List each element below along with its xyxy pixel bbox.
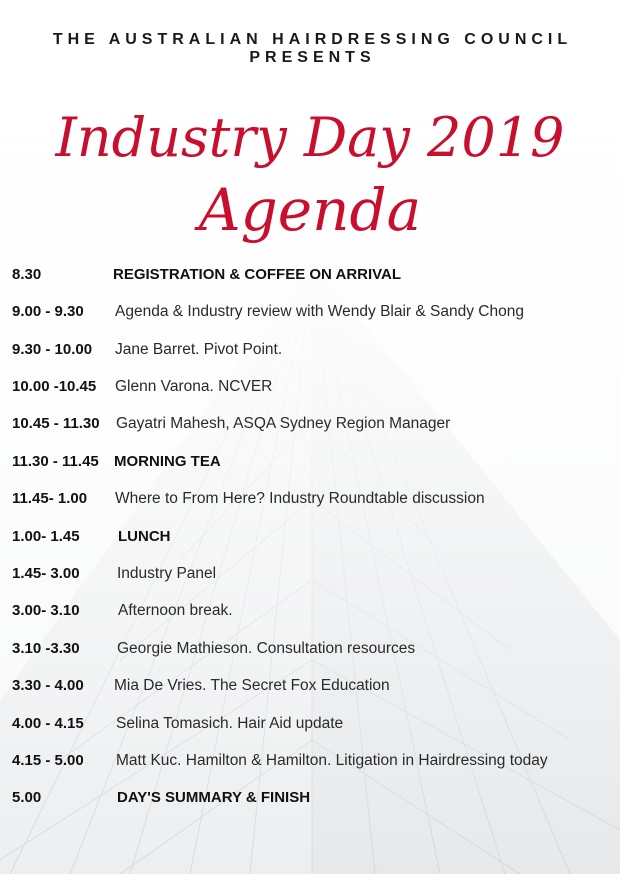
- agenda-item: Jane Barret. Pivot Point.: [115, 341, 283, 358]
- agenda-item: MORNING TEA: [114, 453, 221, 470]
- agenda-time: 3.30 - 4.00: [12, 677, 84, 694]
- agenda-item: Mia De Vries. The Secret Fox Education: [114, 677, 390, 694]
- agenda-time: 8.30: [12, 266, 42, 283]
- agenda-time: 5.00: [12, 789, 42, 806]
- agenda-item: Selina Tomasich. Hair Aid update: [116, 715, 344, 732]
- agenda-item: DAY'S SUMMARY & FINISH: [117, 789, 311, 806]
- agenda-item: REGISTRATION & COFFEE ON ARRIVAL: [113, 266, 402, 283]
- agenda-time: 11.45- 1.00: [12, 490, 88, 507]
- agenda-item: Where to From Here? Industry Roundtable discussion: [115, 490, 485, 507]
- agenda-time: 11.30 - 11.45: [12, 453, 99, 470]
- agenda-title: Agenda: [198, 176, 422, 244]
- agenda-time: 9.00 - 9.30: [12, 303, 84, 320]
- presenter-heading: [0, 31, 620, 67]
- agenda-item: Agenda & Industry review with Wendy Blair & Sandy Chong: [115, 303, 524, 320]
- agenda-time: 9.30 - 10.00: [12, 341, 93, 358]
- event-title: Industry Day 2019: [55, 106, 565, 169]
- agenda-time: 3.00- 3.10: [12, 602, 80, 619]
- agenda-time: 4.00 - 4.15: [12, 715, 84, 732]
- agenda-time: 4.15 - 5.00: [12, 752, 84, 769]
- agenda-time: 10.00 -10.45: [12, 378, 97, 395]
- agenda-item: Matt Kuc. Hamilton & Hamilton. Litigation in Hairdressing today: [116, 752, 548, 769]
- agenda-item: Gayatri Mahesh, ASQA Sydney Region Manager: [116, 415, 451, 432]
- agenda-item: Industry Panel: [117, 565, 217, 582]
- agenda-time: 1.00- 1.45: [12, 528, 80, 545]
- agenda-time: 1.45- 3.00: [12, 565, 80, 582]
- agenda-item: Afternoon break.: [118, 602, 233, 619]
- organization-name: THE AUSTRALIAN HAIRDRESSING COUNCIL: [52, 31, 573, 48]
- agenda-item: LUNCH: [118, 528, 171, 545]
- presents-label: PRESENTS: [249, 49, 376, 66]
- agenda-item: Georgie Mathieson. Consultation resources: [117, 640, 416, 657]
- agenda-time: 10.45 - 11.30: [12, 415, 100, 432]
- agenda-item: Glenn Varona. NCVER: [115, 378, 273, 395]
- agenda-time: 3.10 -3.30: [12, 640, 80, 657]
